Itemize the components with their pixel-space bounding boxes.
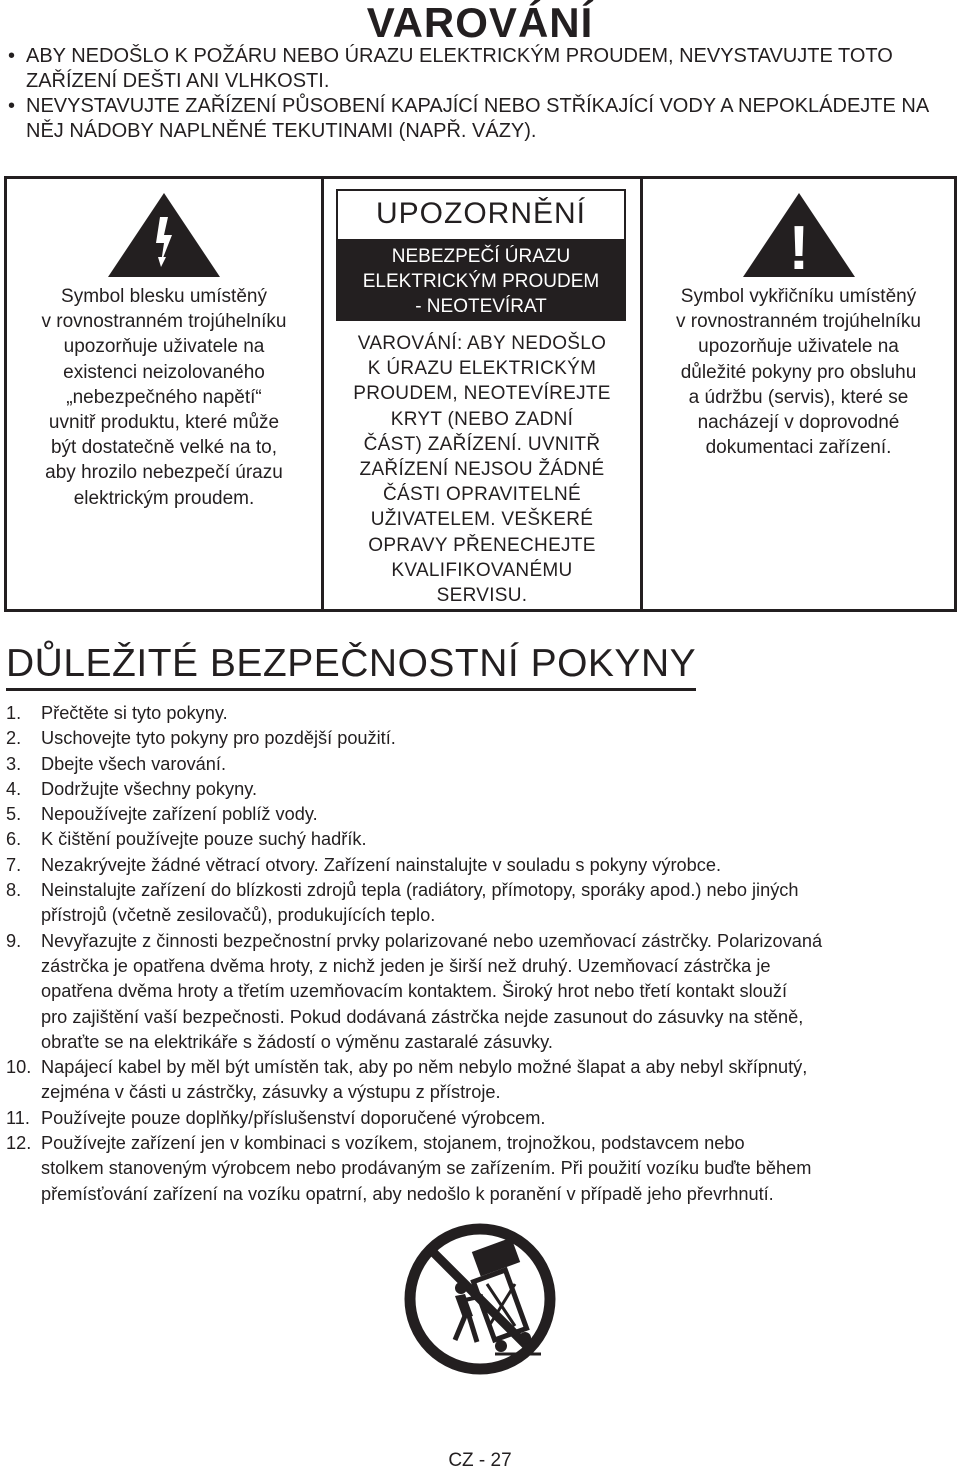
instruction-item	[6, 802, 956, 827]
text-line: přemísťování zařízení na vozíku opatrní, aby nedošlo k poranění v případě jeho převrhnutí.	[41, 1183, 774, 1204]
text-line: v rovnostranném trojúhelníku	[41, 311, 287, 333]
text-line: VAROVÁNÍ: ABY NEDOŠLO	[357, 333, 607, 354]
text-line: uvnitř produktu, které může	[48, 412, 280, 434]
lightning-description	[17, 284, 311, 511]
safety-heading: DŮLEŽITÉ BEZPEČNOSTNÍ POKYNY	[6, 640, 696, 691]
caution-heading: UPOZORNĚNÍ	[375, 197, 586, 230]
text-line: upozorňuje uživatele na	[63, 336, 265, 358]
text-line: ZAŘÍZENÍ NEJSOU ŽÁDNÉ	[359, 459, 605, 481]
text-line: Nezakrývejte žádné větrací otvory. Zařízení nainstalujte v souladu s pokyny výrobce.	[41, 854, 721, 875]
caution-label	[336, 189, 626, 321]
text-line: dokumentaci zařízení.	[705, 437, 892, 459]
item-number: 3.	[6, 753, 22, 774]
banner-line: ELEKTRICKÝM PROUDEM	[362, 271, 600, 292]
exclamation-triangle-icon	[741, 191, 857, 279]
item-number: 7.	[6, 854, 22, 875]
text-line: aby hrozilo nebezpečí úrazu	[45, 462, 283, 484]
exclamation-column	[643, 179, 954, 609]
page-title: VAROVÁNÍ	[366, 0, 594, 46]
caution-column	[324, 179, 643, 609]
text-line: zejména v části u zástrčky, zásuvky a výstupu z přístroje.	[41, 1082, 501, 1103]
text-line: KVALIFIKOVANÉMU	[391, 559, 573, 581]
text-line: UŽIVATELEM. VEŠKERÉ	[370, 509, 594, 531]
text-line: K čištění používejte pouze suchý hadřík.	[41, 829, 367, 850]
text-line: ČÁST) ZAŘÍZENÍ. UVNITŘ	[363, 433, 601, 455]
exclamation-description	[653, 284, 944, 460]
instruction-item	[6, 827, 956, 852]
warning-list	[6, 44, 956, 144]
warning-item	[6, 44, 956, 94]
lightning-column	[7, 179, 324, 609]
bullet: •	[8, 95, 16, 117]
text-line: existenci neizolovaného	[63, 361, 265, 383]
instruction-item	[6, 929, 956, 1055]
banner-line: - NEOTEVÍRAT	[415, 296, 547, 317]
text-line: PROUDEM, NEOTEVÍREJTE	[353, 383, 611, 405]
instruction-item	[6, 1106, 956, 1131]
caution-description	[332, 331, 632, 608]
instruction-item	[6, 878, 956, 929]
instruction-item	[6, 777, 956, 802]
instruction-item	[6, 752, 956, 777]
instruction-list	[6, 701, 956, 1207]
instruction-item	[6, 701, 956, 726]
instruction-item	[6, 1131, 956, 1207]
text-line: Dbejte všech varování.	[41, 753, 227, 774]
item-number: 9.	[6, 930, 22, 951]
item-number: 12.	[6, 1133, 32, 1154]
text-line: Používejte zařízení jen v kombinaci s vozíkem, stojanem, trojnožkou, podstavcem nebo	[41, 1133, 745, 1154]
text-line: důležité pokyny pro obsluhu	[680, 361, 917, 383]
instruction-item	[6, 1055, 956, 1106]
text-line: přístrojů (včetně zesilovačů), produkujících teplo.	[41, 905, 436, 926]
item-number: 10.	[6, 1057, 32, 1078]
banner-line: NEBEZPEČÍ ÚRAZU	[391, 246, 571, 267]
text-line: ČÁSTI OPRAVITELNÉ	[383, 484, 581, 506]
text-line: Používejte pouze doplňky/příslušenství doporučené výrobcem.	[41, 1107, 546, 1128]
lightning-triangle-icon	[106, 191, 222, 279]
text-line: Uschovejte tyto pokyny pro pozdější použití.	[41, 728, 396, 749]
text-line: opatřena dvěma hroty a třetím uzemňovacím kontaktem. Široký hrot nebo třetí kontakt slouží	[41, 981, 788, 1002]
instruction-item	[6, 853, 956, 878]
item-number: 11.	[6, 1107, 30, 1128]
text-line: Nevyřazujte z činnosti bezpečnostní prvky polarizované nebo uzemňovací zástrčky. Polarizovaná	[41, 930, 823, 951]
page-number: CZ - 27	[448, 1450, 512, 1471]
exclamation-mark: !	[788, 214, 809, 279]
text-line: Neinstalujte zařízení do blízkosti zdrojů tepla (radiátory, přímotopy, sporáky apod.) nebo jiných	[41, 880, 799, 901]
item-number: 2.	[6, 728, 22, 749]
text-line: Napájecí kabel by měl být umístěn tak, aby po něm nebylo možné šlapat a aby nebyl skřípnutý,	[41, 1057, 808, 1078]
bullet: •	[8, 45, 16, 67]
text-line: SERVISU.	[436, 585, 528, 607]
item-number: 1.	[6, 703, 22, 723]
text-line: Dodržujte všechny pokyny.	[41, 778, 257, 799]
shock-hazard-banner	[338, 239, 624, 319]
text-line: „nebezpečného napětí“	[66, 386, 262, 408]
text-line: a údržbu (servis), které se	[688, 386, 909, 408]
text-line: v rovnostranném trojúhelníku	[675, 311, 921, 333]
text-line: Nepoužívejte zařízení poblíž vody.	[41, 804, 318, 825]
text-line: stolkem stanoveným výrobcem nebo prodávaným se zařízením. Při použití vozíku buďte během	[41, 1158, 812, 1179]
text-line: KRYT (NEBO ZADNÍ	[390, 408, 574, 430]
item-number: 5.	[6, 804, 22, 825]
text-line: Přečtěte si tyto pokyny.	[41, 703, 228, 723]
warning-text: NEVYSTAVUJTE ZAŘÍZENÍ PŮSOBENÍ KAPAJÍCÍ NEBO STŘÍKAJÍCÍ VODY A NEPOKLÁDEJTE NA NĚJ NÁDOBY NAPLNĚNÉ TEKUTINAMI (NAPŘ. VÁZY).	[26, 95, 929, 142]
text-line: být dostatečně velké na to,	[50, 437, 278, 459]
text-line: K ÚRAZU ELEKTRICKÝM	[367, 358, 597, 380]
text-line: nacházejí v doprovodné	[697, 412, 900, 434]
item-number: 8.	[6, 880, 22, 901]
warning-symbols-panel	[4, 176, 957, 612]
text-line: zástrčka je opatřena dvěma hroty, z nichž jeden je širší než druhý. Uzemňovací zástrčka je	[41, 955, 771, 976]
warning-text: ABY NEDOŠLO K POŽÁRU NEBO ÚRAZU ELEKTRICKÝM PROUDEM, NEVYSTAVUJTE TOTO ZAŘÍZENÍ DEŠTI ANI VLHKOSTI.	[26, 45, 893, 92]
text-line: Symbol vykřičníku umístěný	[680, 286, 917, 307]
warning-item	[6, 94, 956, 144]
item-number: 6.	[6, 829, 22, 850]
text-line: obraťte se na elektrikáře s žádostí o výměnu zastaralé zásuvky.	[41, 1031, 553, 1052]
item-number: 4.	[6, 778, 22, 799]
text-line: upozorňuje uživatele na	[698, 336, 899, 358]
text-line: Symbol blesku umístěný	[61, 286, 267, 307]
text-line: pro zajištění vaší bezpečnosti. Pokud dodávaná zástrčka nejde zasunout do zásuvky na stěně,	[41, 1006, 804, 1027]
instruction-item	[6, 726, 956, 751]
text-line: OPRAVY PŘENECHEJTE	[368, 534, 596, 556]
text-line: elektrickým proudem.	[73, 487, 255, 509]
cart-tip-over-warning-icon	[403, 1222, 557, 1376]
